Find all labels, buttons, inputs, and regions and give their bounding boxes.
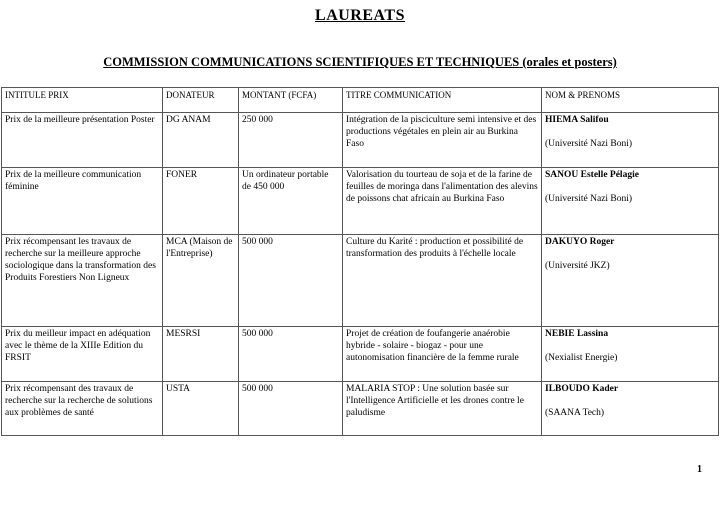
table-row bbox=[2, 327, 719, 382]
table-row bbox=[2, 382, 719, 436]
cell-prix: Prix récompensant des travaux de recherche sur la recherche de solutions aux problèmes de santé bbox=[2, 382, 163, 436]
laureat-name: DAKUYO Roger bbox=[545, 237, 615, 247]
header-montant: MONTANT (FCFA) bbox=[239, 88, 343, 113]
page-subtitle bbox=[0, 55, 720, 70]
page-title: LAUREATS bbox=[315, 7, 405, 24]
laureat-name: ILBOUDO Kader bbox=[545, 384, 619, 394]
cell-donateur: USTA bbox=[163, 382, 239, 436]
cell-donateur: MCA (Maison de l'Entreprise) bbox=[163, 235, 239, 327]
cell-titre: MALARIA STOP : Une solution basée sur l'Intelligence Artificielle et les drones contre le paludisme bbox=[343, 382, 542, 436]
header-donateur: DONATEUR bbox=[163, 88, 239, 113]
header-nom-prenoms: NOM & PRENOMS bbox=[542, 88, 719, 113]
subtitle-main: COMMISSION COMMUNICATIONS SCIENTIFIQUES ET TECHNIQUES bbox=[103, 55, 520, 69]
cell-titre: Intégration de la pisciculture semi intensive et des productions végétales en plein air au Burkina Faso bbox=[343, 113, 542, 168]
laureat-institution: (Université JKZ) bbox=[545, 261, 610, 271]
cell-montant: Un ordinateur portable de 450 000 bbox=[239, 168, 343, 235]
table-header-row bbox=[2, 88, 719, 113]
cell-nom bbox=[542, 327, 719, 382]
cell-montant: 500 000 bbox=[239, 327, 343, 382]
table-row bbox=[2, 113, 719, 168]
cell-prix: Prix de la meilleure présentation Poster bbox=[2, 113, 163, 168]
cell-titre: Culture du Karité : production et possibilité de transformation des produits à l'échelle locale bbox=[343, 235, 542, 327]
laureat-name: NEBIE Lassina bbox=[545, 329, 609, 339]
cell-montant: 500 000 bbox=[239, 235, 343, 327]
cell-nom bbox=[542, 168, 719, 235]
laureat-institution: (Université Nazi Boni) bbox=[545, 194, 633, 204]
table-row bbox=[2, 168, 719, 235]
table-row bbox=[2, 235, 719, 327]
cell-prix: Prix récompensant les travaux de recherche sur la meilleure approche sociologique dans la transformation des Produits Forestiers Non Ligneux bbox=[2, 235, 163, 327]
cell-donateur: MESRSI bbox=[163, 327, 239, 382]
laureat-institution: (SAANA Tech) bbox=[545, 408, 605, 418]
laureats-table bbox=[1, 87, 719, 436]
header-titre-communication: TITRE COMMUNICATION bbox=[343, 88, 542, 113]
cell-donateur: DG ANAM bbox=[163, 113, 239, 168]
cell-prix: Prix du meilleur impact en adéquation avec le thème de la XIIIe Edition du FRSIT bbox=[2, 327, 163, 382]
cell-montant: 250 000 bbox=[239, 113, 343, 168]
laureat-name: SANOU Estelle Pélagie bbox=[545, 170, 639, 180]
cell-prix: Prix de la meilleure communication féminine bbox=[2, 168, 163, 235]
cell-titre: Projet de création de foufangerie anaérobie hybride - solaire - biogaz - pour une autonomisation financière de la femme rurale bbox=[343, 327, 542, 382]
laureat-name: HIEMA Salifou bbox=[545, 115, 609, 125]
header-intitule-prix: INTITULE PRIX bbox=[2, 88, 163, 113]
cell-nom bbox=[542, 382, 719, 436]
subtitle-paren: (orales et posters) bbox=[522, 55, 617, 69]
cell-donateur: FONER bbox=[163, 168, 239, 235]
cell-nom bbox=[542, 113, 719, 168]
laureat-institution: (Nexialist Energie) bbox=[545, 353, 618, 363]
cell-titre: Valorisation du tourteau de soja et de la farine de feuilles de moringa dans l'alimentation des alevins de poissons chat africain au Burkina Faso bbox=[343, 168, 542, 235]
page-number: 1 bbox=[697, 464, 702, 475]
cell-nom bbox=[542, 235, 719, 327]
laureat-institution: (Université Nazi Boni) bbox=[545, 139, 633, 149]
cell-montant: 500 000 bbox=[239, 382, 343, 436]
